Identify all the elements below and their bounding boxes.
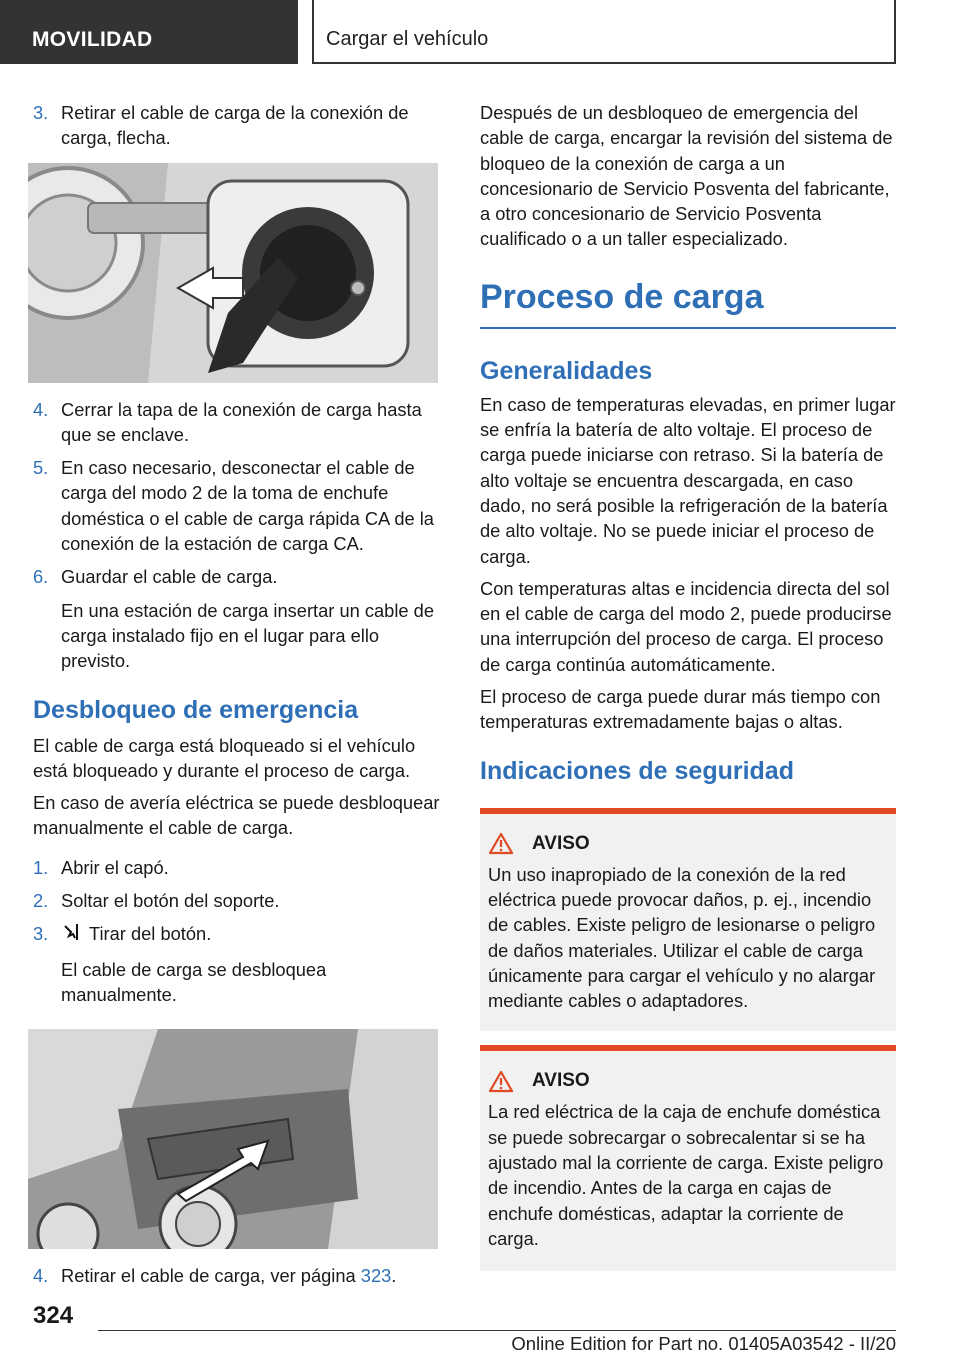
left-column	[33, 100, 445, 1297]
step-4: 4. Cerrar la tapa de la conexión de carga hasta que se enclave.	[33, 398, 422, 445]
footer-divider	[98, 1330, 896, 1331]
warning-title: AVISO	[532, 1070, 590, 1092]
step-6-continued: En una estación de carga insertar un cable de carga instalado fijo en el lugar para ello previsto.	[61, 599, 434, 672]
heading-emergency-unlock: Desbloqueo de emergencia	[33, 695, 359, 724]
warning-text: La red eléctrica de la caja de enchufe doméstica se puede sobrecargar o sobrecalentar si se ha ajustado mal la corriente de carga. Existe peligro de incendio. Antes de la carga en cajas de enchufe domésticas, adaptar la corriente de carga.	[488, 1101, 884, 1249]
paragraph: El cable de carga está bloqueado si el vehículo está bloqueado y durante el proceso de carga.	[33, 734, 416, 781]
chapter-title: Cargar el vehículo	[312, 0, 896, 64]
edition-note: Online Edition for Part no. 01405A03542 - II/20	[511, 1333, 896, 1354]
page-link[interactable]: 323	[360, 1265, 392, 1287]
warning-text: Un uso inapropiado de la conexión de la red eléctrica puede provocar daños, p. ej., incendio de cables. Existe peligro de lesionarse o peligro de daños materiales. Utilizar el cable de carga únicamente para cargar el vehículo y no alargar mediante cables o adaptadores.	[488, 863, 876, 1012]
emergency-step-2: 2. Soltar el botón del soporte.	[33, 890, 280, 912]
step-5: 5. En caso necesario, desconectar el cable de carga del modo 2 de la toma de enchufe doméstica o el cable de carga rápida CA de la conexión de la estación de carga CA.	[33, 457, 434, 555]
paragraph: Después de un desbloqueo de emergencia del cable de carga, encargar la revisión del sistema de bloqueo de la conexión de carga a un concesionario de Servicio Posventa del fabricante, a otro concesionario de Servicio Posventa cualificado o a un taller especializado.	[480, 102, 893, 250]
step-6: 6. Guardar el cable de carga.	[33, 566, 278, 588]
heading-safety: Indicaciones de seguridad	[480, 756, 794, 785]
page-number: 324	[33, 1302, 74, 1329]
heading-general: Generalidades	[480, 356, 653, 385]
warning-box	[480, 1045, 896, 1271]
emergency-step-3-continued: El cable de carga se desbloquea manualmente.	[61, 958, 327, 1005]
warning-triangle-icon	[488, 1069, 532, 1093]
charging-port-photo	[28, 163, 438, 383]
heading-charging-process: Proceso de carga	[480, 278, 896, 329]
emergency-step-1: 1. Abrir el capó.	[33, 856, 169, 878]
step-3: 3. Retirar el cable de carga de la conexión de carga, flecha.	[33, 102, 409, 149]
hand-pull-icon	[61, 922, 81, 948]
section-tab: MOVILIDAD	[0, 0, 298, 64]
paragraph: En caso de avería eléctrica se puede desbloquear manualmente el cable de carga.	[33, 792, 440, 839]
warning-box	[480, 808, 896, 1032]
paragraph: El proceso de carga puede durar más tiempo con temperaturas extremadamente bajas o altas.	[480, 686, 881, 733]
warning-triangle-icon	[488, 832, 532, 856]
warning-title: AVISO	[532, 832, 590, 854]
right-column	[480, 100, 896, 1285]
emergency-step-3: 3. Tirar del botón.	[33, 921, 445, 948]
paragraph: Con temperaturas altas e incidencia directa del sol en el cable de carga del modo 2, puede producirse una interrupción del proceso de carga. El proceso de carga continúa automáticamente.	[480, 577, 892, 675]
engine-compartment-photo	[28, 1029, 438, 1249]
paragraph: En caso de temperaturas elevadas, en primer lugar se enfría la batería de alto voltaje. El proceso de carga puede iniciarse con retraso. Si la batería de alto voltaje se encuentra descargada, en caso dado, no será posible la refrigeración de la batería de alto voltaje. No se puede iniciar el proceso de carga.	[480, 393, 896, 567]
emergency-step-4: 4. Retirar el cable de carga, ver página 323.	[33, 1265, 397, 1287]
